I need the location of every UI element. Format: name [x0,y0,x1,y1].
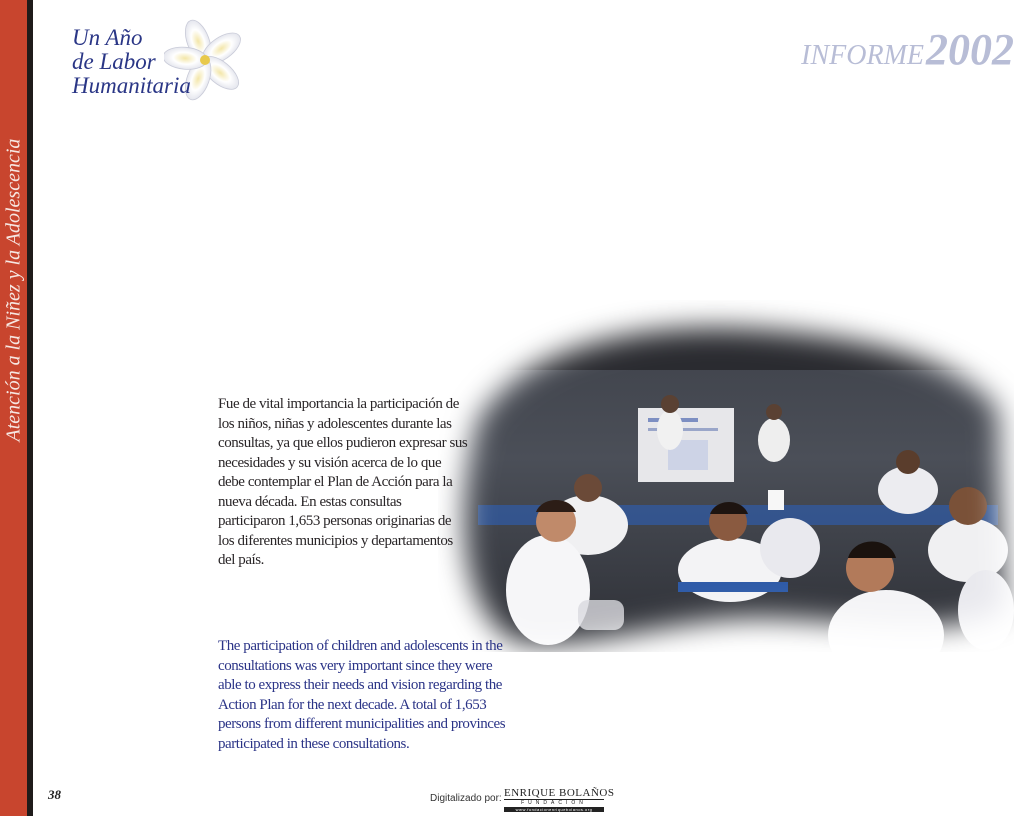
brand-line-3: Humanitaria [72,73,191,98]
brand-line-1: Un Año [72,25,143,50]
brand-logo [72,26,252,104]
classroom-photo [438,300,1014,652]
foundation-logo [504,787,615,812]
page-number: 38 [48,787,61,802]
report-word: INFORME [801,40,924,71]
spanish-paragraph: Fue de vital importancia la participación de los niños, niñas y adolescentes durante las consultas, ya que ellos pudieron expresar sus necesidades y su visión acerca de lo que debe contemplar el Plan de Acción para la nueva década. En estas consultas participaron 1,653 personas originarias de los diferentes municipios y departamentos del país. [218,396,468,568]
english-paragraph: The participation of children and adolescents in the consultations was very important since they were able to express their needs and vision regarding the Action Plan for the next decade. A total of 1,653 persons from different municipalities and provinces participated in these consultations. [218,638,506,752]
brand-wordmark [72,26,191,98]
brand-line-2: de Labor [72,49,156,74]
report-heading [801,24,1014,75]
foundation-subtitle: FUNDACIÓN [521,800,587,806]
digitized-by-label: Digitalizado por: [430,793,502,804]
vertical-section-title: Atención a la Niñez y la Adolescencia [2,138,25,442]
report-year: 2002 [926,25,1014,74]
side-dark-rule [27,0,33,816]
foundation-name: ENRIQUE BOLAÑOS [504,787,615,799]
foundation-url: www.fundacionenriquebolanos.org [504,807,604,812]
